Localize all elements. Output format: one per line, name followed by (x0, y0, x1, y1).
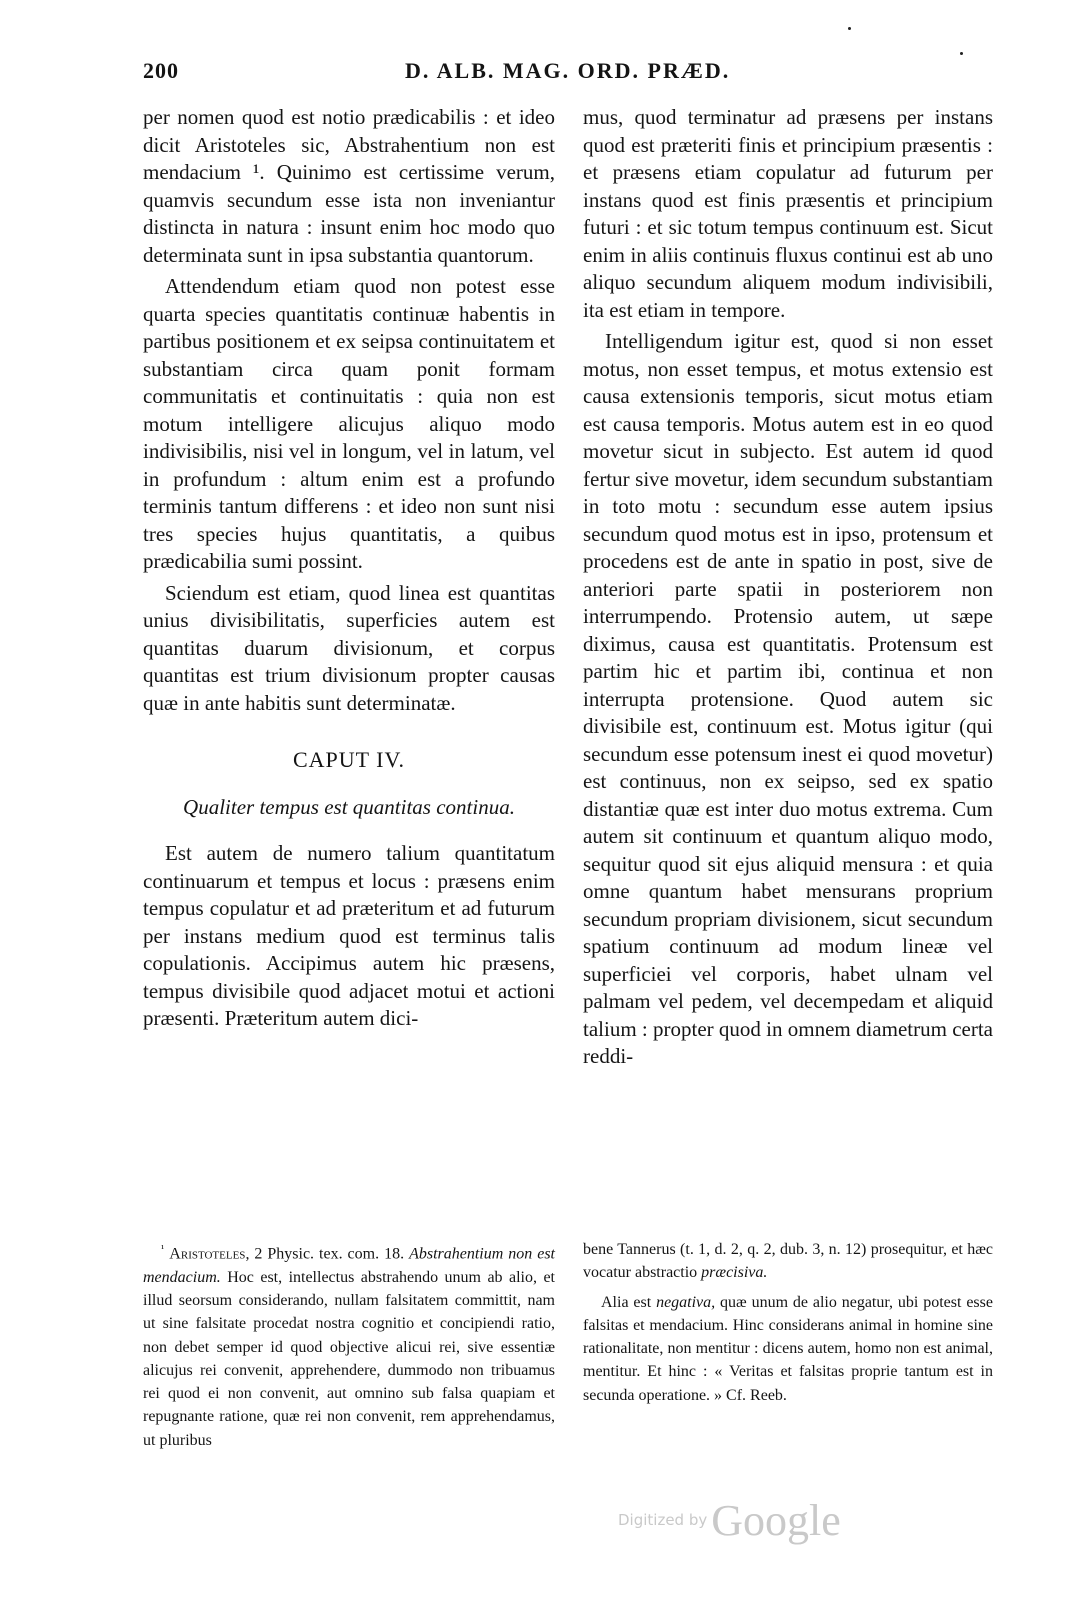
left-column (143, 104, 555, 1033)
right-column (583, 104, 993, 1071)
scan-speck (960, 52, 963, 55)
footnote-marker: ¹ (161, 1243, 165, 1255)
footnote-text: Alia est (601, 1293, 657, 1311)
page-header (143, 58, 983, 90)
watermark-prefix: Digitized by (618, 1511, 708, 1529)
chapter-subtitle: Qualiter tempus est quantitas continua. (183, 795, 515, 819)
paragraph: Sciendum est etiam, quod linea est quantitas unius divisibilitatis, superficies autem est quantitas duarum divisionum, et corpus quantitas est trium divisionum propter causas quæ in ante habitis sunt determinatæ. (143, 580, 555, 715)
footnote-text: Hoc est, intellectus abstrahendo unum ab alio, et illud seorsum considerando, nullam falsitatem committit, nam ut sine falsitate procedat nostra cognitio et concipiendi ratio, non debet semper id quod objective alicui rei, sive essentiæ alicujus rei convenit, apprehendere, dummodo non tribuamus rei quod ei non convenit, aut omnino sub falsa quapiam et repugnante ratione, quæ rei non convenit, rem apprehendamus, ut pluribus (143, 1268, 555, 1449)
paragraph: Intelligendum igitur est, quod si non esset motus, non esset tempus, et motus extensio est causa extensionis temporis, sicut motus etiam est causa temporis. Motus autem est in eo quod movetur sicut in subjecto. Est autem id quod fertur sive movetur, idem secundum substantiam in toto motu : secundum esse autem ipsius secundum quod motus est in ipso, protensum et procedens est de ante in spatio in post, sive de anteriori parte spatii in posteriorem non interrumpendo. Protensio autem, ut sæpe diximus, causa est quantitatis. Protensum est partim hic et partim ibi, continua et non interrupta protensione. Quod autem sic divisibile est, continuum est. Motus igitur (qui secundum esse potensum inest ei quod movetur) est continuus, non ex seipso, sed ex spatio distantiæ quæ est inter duo motus extrema. Cum autem sit continuum et quantum aliquo modo, sequitur quod sit ejus aliquid mensura : et quia omne quantum habet mensurans proprium secundum propriam divisionem, sicut secundum spatium continuum ad modum lineæ vel superficiei vel corporis, habet ulnam vel palmam vel pedem, vel decempedam et aliquid talium : propter quod in omnem diametrum certa reddi- (583, 329, 993, 1068)
scan-speck (848, 27, 851, 30)
footnote-ref: , 2 Physic. tex. com. 18. (245, 1245, 410, 1263)
chapter-heading: CAPUT IV. (292, 747, 406, 772)
footnote-author: Aristoteles (169, 1245, 246, 1263)
google-logo: Google (711, 1496, 841, 1545)
footnote (143, 1238, 555, 1452)
footnote-text: bene Tannerus (t. 1, d. 2, q. 2, dub. 3, n. 12) prosequitur, et hæc vocatur abstractio (583, 1241, 993, 1282)
footnote-right (583, 1238, 993, 1407)
footnote-left (143, 1238, 555, 1452)
page-number: 200 (143, 58, 179, 83)
paragraph: Est autem de numero talium quantitatum continuarum et tempus et locus : præsens enim tempus copulatur et ad præteritum et ad futurum per instans medium quod est terminus talis copulationis. Accipimus autem hic præsens, tempus divisibile quod adjacet motui et actioni præsenti. Præteritum autem dici- (143, 841, 555, 1030)
footnote-term: negativa, (656, 1293, 716, 1311)
running-title: D. ALB. MAG. ORD. PRÆD. (405, 58, 731, 83)
paragraph: Attendendum etiam quod non potest esse quarta species quantitatis continuæ habentis in partibus positionem et ex seipsa continuitatem et substantiam circa quam ponit formam communitatis et continuitatis : quia non est motum intelligere alicujus aliquo modo indivisibilis, nisi vel in longum, vel in latum, vel in profundum : altum enim est a profundo terminis tantum differens : et ideo non sunt nisi tres species hujus quantitatis, a quibus prædicabilia sumi possint. (143, 274, 555, 573)
footnote-paragraph (583, 1291, 993, 1407)
paragraph: mus, quod terminatur ad præsens per instans quod est præteriti finis et principium præsentis : et præsens etiam copulatur ad futurum per instans quod est finis præsentis et principium futuri : et sic totum tempus continuum est. Sicut enim in aliis continuis fluxus continui est ab uno aliquo secundum aliquem modum indivisibili, ita est etiam in tempore. (583, 105, 993, 322)
digitized-watermark (618, 1495, 841, 1546)
footnote-text: quæ unum de alio negatur, ubi potest esse falsitas et mendacium. Hinc considerans animal in homine sine rationalitate, non mentitur : dicens autem, homo non est animal, mentitur. Et hinc : « Veritas et falsitas proprie tantum est in secunda operatione. » Cf. Reeb. (583, 1293, 993, 1404)
footnote-continued (583, 1238, 993, 1285)
paragraph: per nomen quod est notio prædicabilis : et ideo dicit Aristoteles sic, Abstrahentium non est mendacium ¹. Quinimo est certissime verum, quamvis secundum esse ista non inveniantur distincta in natura : insunt enim hoc modo quo determinata sunt in ipsa substantia quantorum. (143, 105, 555, 267)
footnote-term: præcisiva. (701, 1264, 768, 1282)
footnote-quote: Abstrahentium non est mendacium. (143, 1245, 556, 1286)
